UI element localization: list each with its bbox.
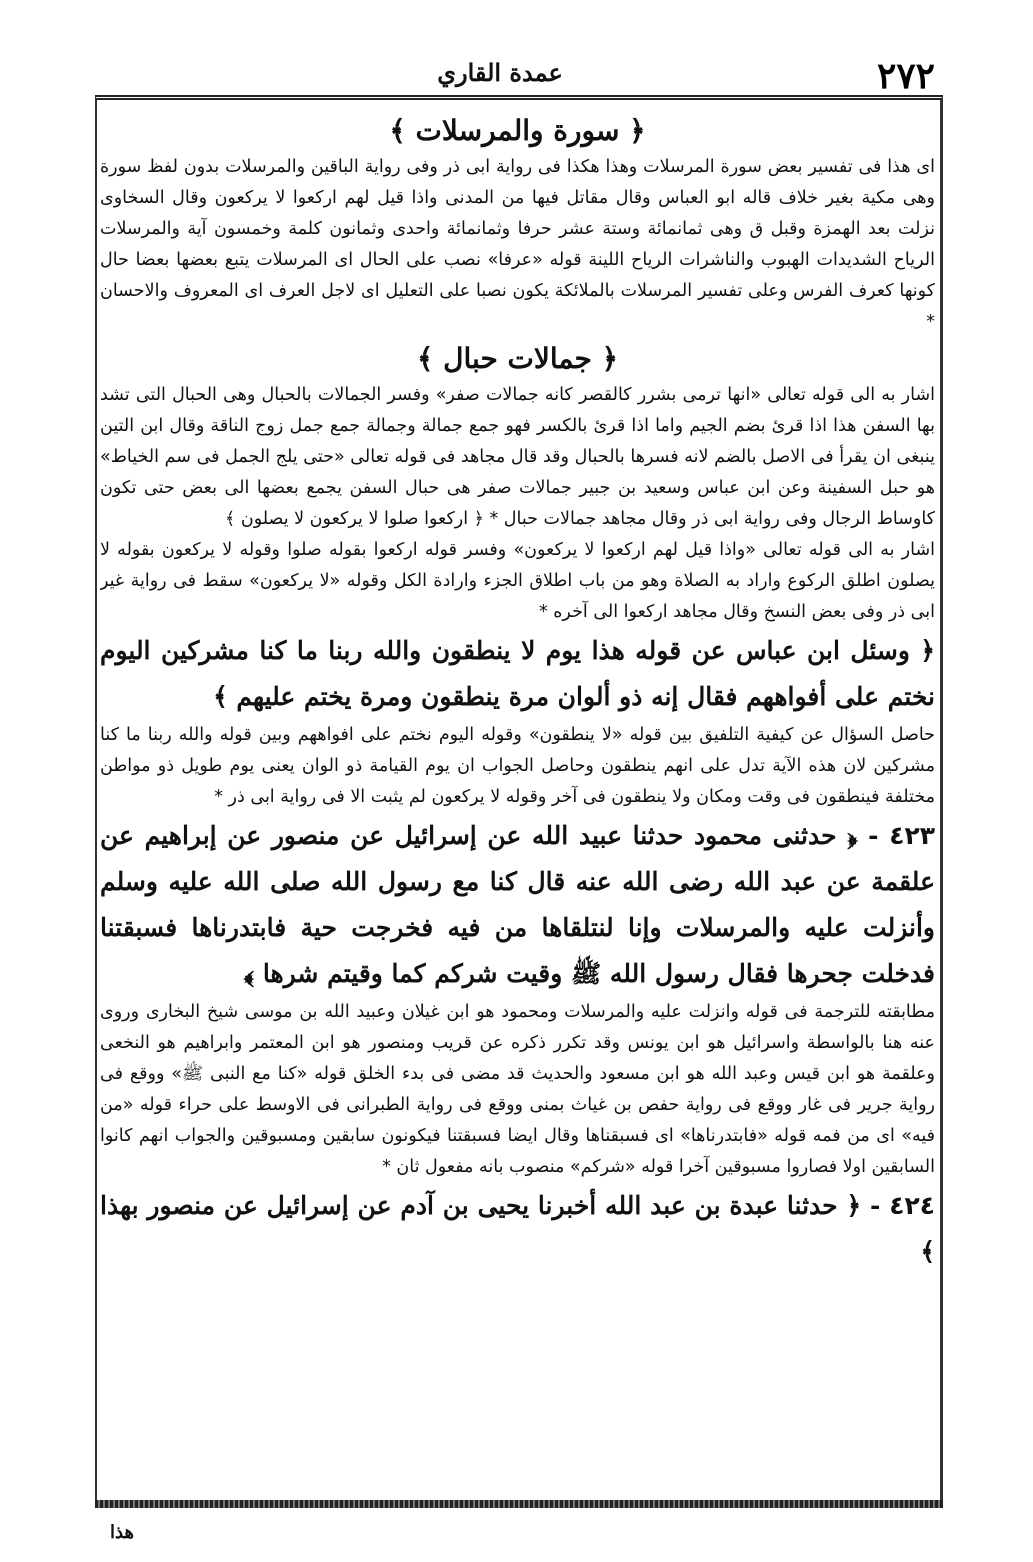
commentary-paragraph: مطابقته للترجمة فى قوله وانزلت عليه والمرسلات ومحمود هو ابن غيلان وعبيد الله بن موسى شيخ البخارى وروى عنه هنا بالواسطة واسرائيل هو ابن يونس وقد تكرر ذكره عن قريب ومنصور هو ابن المعتمر وابراهيم هو النخعى وعلقمة هو ابن قيس وعبد الله هو ابن مسعود والحديث قد مضى فى بدء الخلق قوله «كنا مع النبى ﷺ» ووقع فى رواية جرير فى غار ووقع فى رواية حفص بن غياث بمنى ووقع فى رواية الطبرانى فى الاوسط على حراء قوله «من فيه» اى من فمه قوله «فابتدرناها» اى فسبقناها وقال ايضا فسبقتنا فيكونون سابقين ومسبوقين والجواب انهم كانوا السابقين اولا فصاروا مسبوقين آخرا قوله «شركم» منصوب بانه مفعول ثان * [100,1002,935,1177]
commentary-paragraph: حاصل السؤال عن كيفية التلفيق بين قوله «لا ينطقون» وقوله اليوم نختم على افواههم وبين قوله والله ربنا ما كنا مشركين لان هذه الآية تدل على انهم ينطقون وحاصل الجواب ان يوم القيامة ذو الوان يعنى يوم طويل ذو مواطن مختلفة فينطقون فى وقت ومكان ولا ينطقون فى آخر وقوله لا يركعون لم يثبت الا فى رواية ابى ذر * [100,725,935,807]
commentary-paragraph: اشار به الى قوله تعالى «انها ترمى بشرر كالقصر كانه جمالات صفر» وفسر الجمالات بالحبال وهى الحبال التى تشد بها السفن هذا اذا قرئ بضم الجيم واما اذا قرئ بالكسر فهو جمع جمالة وجمالة جمع جمل زوج الناقة وقال ابن التين ينبغى ان يقرأ فى الاصل بالضم لانه فسرها بالحبال وقد قال مجاهد فى قوله تعالى «حتى يلج الجمل فى سم الخياط» هو حبل السفينة وعن ابن عباس وسعيد بن جبير جمالات صفر هى حبال السفن يجمع بعضها الى بعض حتى تكون كاوساط الرجال وفى رواية ابى ذر وقال مجاهد جمالات حبال * ﴿ ارکعوا صلوا لا یرکعون لا یصلون ﴾ [100,385,935,529]
section-heading-surah: ﴿ سورة والمرسلات ﴾ [389,114,646,147]
page-number: ٢٧٢ [876,55,935,97]
running-title: عمدة القاري [437,58,563,87]
catchword: هذا [110,1522,134,1543]
commentary-paragraph: اى هذا فى تفسير بعض سورة المرسلات وهذا هكذا فى رواية ابى ذر وفى رواية الباقين والمرسلات بدون لفظ سورة وهى مكية بغير خلاف قاله ابو العباس وقال مقاتل فيها من المدنى واذا قيل لهم اركعوا لا يركعون وقال السخاوى نزلت بعد الهمزة وقبل ق وهى ثمانمائة وستة عشر حرفا وثمانمائة واحدى وثمانون كلمة وخمسون آية والمرسلات الرياح الشديدات الهبوب والناشرات الرياح اللينة قوله «عرفا» نصب على الحال اى المرسلات يتبع بعضها بعضا حال كونها كعرف الفرس وعلى تفسير المرسلات بالملائكة يكون نصبا على التعليل اى لاجل العرف اى المعروف والاحسان * [100,157,935,332]
hadith-body: ﴿ حدثنا عبدة بن عبد الله أخبرنا يحيى بن آدم عن إسرائيل عن منصور بهذا ﴾ [100,1191,935,1266]
page-header [0,0,1033,95]
hadith-text: ٤٢٤ - ﴿ حدثنا عبدة بن عبد الله أخبرنا يحيى بن آدم عن إسرائيل عن منصور بهذا ﴾ [100,1191,935,1266]
bottom-rule [95,1500,943,1508]
hadith-text: ٤٢٣ - ﴿ حدثنى محمود حدثنا عبيد الله عن إسرائيل عن منصور عن إبراهيم عن علقمة عن عبد الله رضى الله عنه قال كنا مع رسول الله صلى الله عليه وسلم وأنزلت عليه والمرسلات وإنا لنتلقاها من فيه فخرجت حية فابتدرناها فسبقتنا فدخلت جحرها فقال رسول الله ﷺ وقيت شركم كما وقيتم شرها ﴾ [100,821,935,988]
page-content [100,110,935,1500]
hadith-number: ٤٢٤ [889,1191,935,1220]
hadith-body: ﴿ حدثنى محمود حدثنا عبيد الله عن إسرائيل عن منصور عن إبراهيم عن علقمة عن عبد الله رضى الله عنه قال كنا مع رسول الله صلى الله عليه وسلم وأنزلت عليه والمرسلات وإنا لنتلقاها من فيه فخرجت حية فابتدرناها فسبقتنا فدخلت جحرها فقال رسول الله ﷺ وقيت شركم كما وقيتم شرها ﴾ [100,821,935,988]
commentary-paragraph: اشار به الى قوله تعالى «واذا قيل لهم اركعوا لا يركعون» وفسر قوله اركعوا بقوله صلوا وقوله لا يركعون بقوله لا يصلون اطلق الركوع واراد به الصلاة وهو من باب اطلاق الجزء وارادة الكل وقوله «لا يركعون» سقط فى رواية غير ابى ذر وفى بعض النسخ وقال مجاهد اركعوا الى آخره * [100,540,935,622]
quoted-text: ﴿ وسئل ابن عباس عن قوله هذا يوم لا ينطقون والله ربنا ما كنا مشركين اليوم نختم على أفواههم فقال إنه ذو ألوان مرة ينطقون ومرة يختم عليهم ﴾ [100,636,935,711]
section-heading-jimalat: ﴿ جمالات حبال ﴾ [416,342,619,375]
hadith-number: ٤٢٣ [889,821,935,850]
